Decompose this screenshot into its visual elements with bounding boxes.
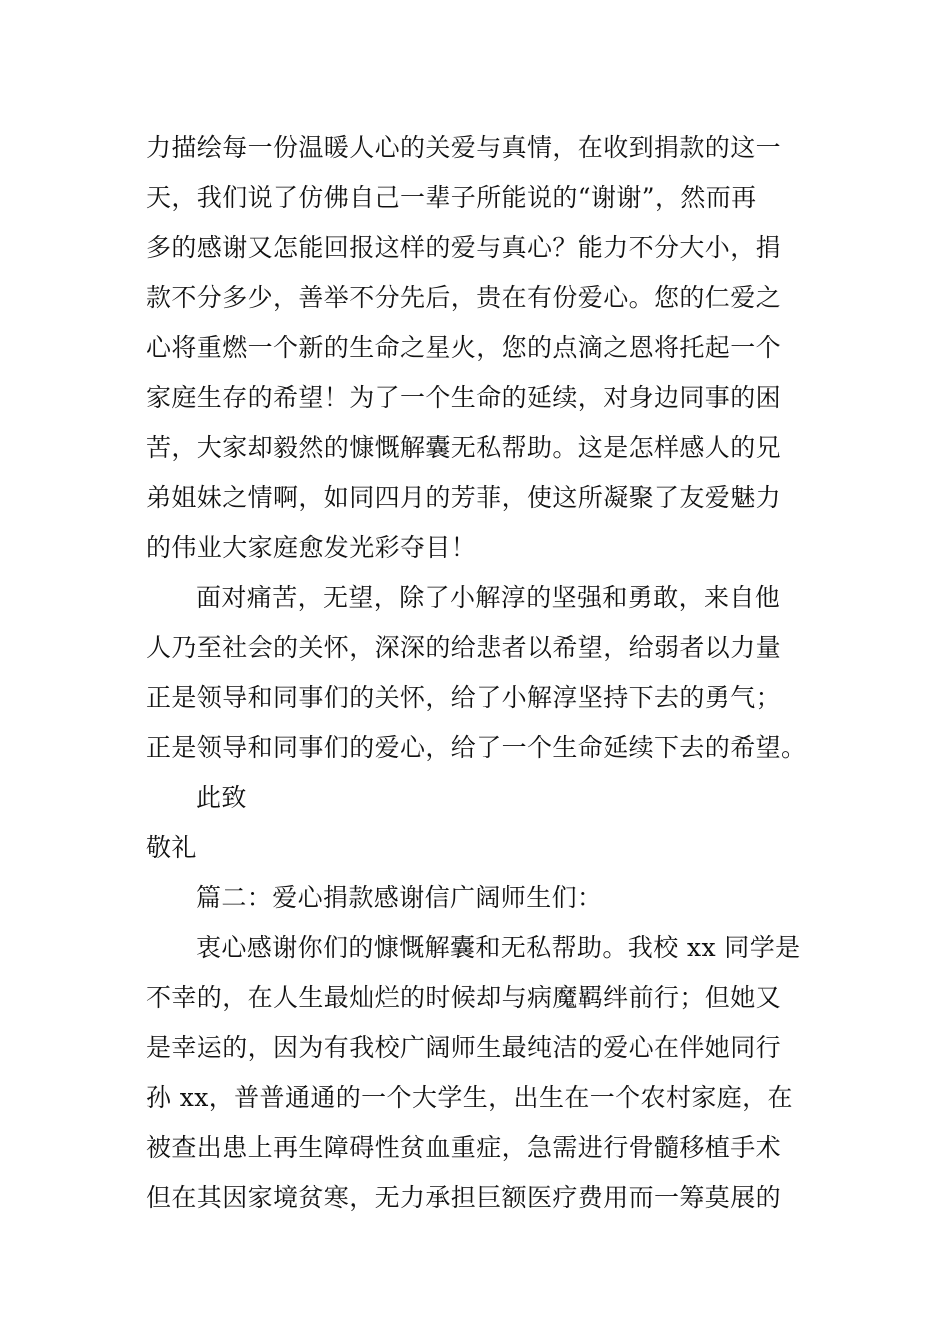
text-line: 天，我们说了仿佛自己一辈子所能说的“谢谢”，然而再 bbox=[146, 183, 757, 212]
text-line: 心将重燃一个新的生命之星火，您的点滴之恩将托起一个 bbox=[146, 333, 782, 362]
text-line: 是幸运的，因为有我校广阔师生最纯洁的爱心在伴她同行 bbox=[146, 1033, 782, 1062]
text-line: 的伟业大家庭愈发光彩夺目！ bbox=[146, 533, 477, 562]
section-heading: 篇二：爱心捐款感谢信广阔师生们： bbox=[196, 883, 603, 912]
paragraph-first-line: 面对痛苦，无望，除了小解淳的坚强和勇敢，来自他 bbox=[196, 583, 781, 612]
text-line: 但在其因家境贫寒，无力承担巨额医疗费用而一筹莫展的 bbox=[146, 1183, 782, 1212]
text-line: 款不分多少，善举不分先后，贵在有份爱心。您的仁爱之 bbox=[146, 283, 782, 312]
paragraph-first-line: 衷心感谢你们的慷慨解囊和无私帮助。我校 xx 同学是 bbox=[196, 933, 801, 962]
text-line: 正是领导和同事们的爱心，给了一个生命延续下去的希望。 bbox=[146, 733, 807, 762]
text-line: 人乃至社会的关怀，深深的给悲者以希望，给弱者以力量 bbox=[146, 633, 782, 662]
closing-salutation: 此致 bbox=[196, 783, 247, 812]
text-line: 弟姐妹之情啊，如同四月的芳菲，使这所凝聚了友爱魅力 bbox=[146, 483, 782, 512]
closing-regards: 敬礼 bbox=[146, 833, 197, 862]
text-line: 苦，大家却毅然的慷慨解囊无私帮助。这是怎样感人的兄 bbox=[146, 433, 782, 462]
text-line: 家庭生存的希望！为了一个生命的延续，对身边同事的困 bbox=[146, 383, 782, 412]
text-line: 不幸的，在人生最灿烂的时候却与病魔羁绊前行；但她又 bbox=[146, 983, 782, 1012]
text-line: 正是领导和同事们的关怀，给了小解淳坚持下去的勇气； bbox=[146, 683, 782, 712]
text-line: 被查出患上再生障碍性贫血重症，急需进行骨髓移植手术 bbox=[146, 1133, 782, 1162]
text-line: 孙 xx，普普通通的一个大学生，出生在一个农村家庭，在 bbox=[146, 1083, 793, 1112]
text-line: 力描绘每一份温暖人心的关爱与真情，在收到捐款的这一 bbox=[146, 133, 782, 162]
text-line: 多的感谢又怎能回报这样的爱与真心？能力不分大小，捐 bbox=[146, 233, 782, 262]
